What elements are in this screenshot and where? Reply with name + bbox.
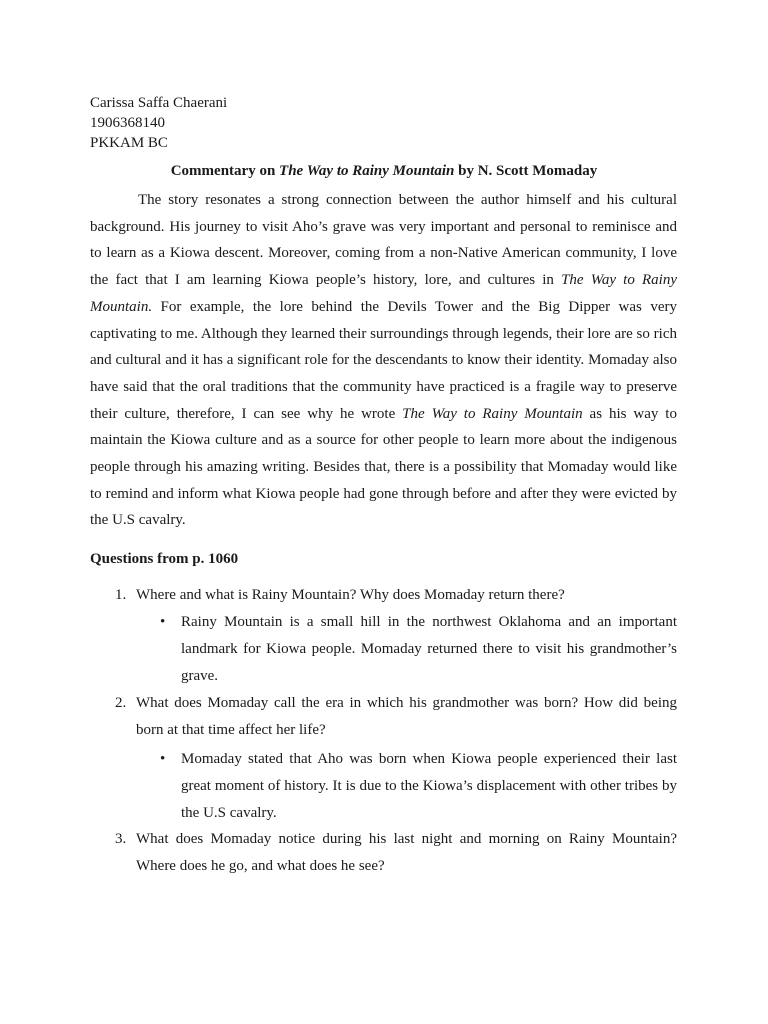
- author-header: [90, 93, 227, 153]
- bullet-icon: •: [160, 614, 166, 630]
- answer-text: Rainy Mountain is a small hill in the northwest Oklahoma and an important landmark for Kiowa people. Momaday returned there to visit his grandmother’s grave.: [181, 614, 677, 684]
- questions-heading: Questions from p. 1060: [90, 551, 239, 567]
- class-code: PKKAM BC: [90, 135, 168, 151]
- student-id: 1906368140: [90, 115, 165, 131]
- answer-text: Momaday stated that Aho was born when Kiowa people experienced their last great moment of history. It is due to the Kiowa’s displacement with other tribes by the U.S cavalry.: [181, 751, 677, 821]
- answer-item-1: [160, 609, 677, 690]
- question-number: 2.: [115, 695, 127, 711]
- question-number: 3.: [115, 831, 127, 847]
- book-title-ref-2: The Way to Rainy Mountain: [402, 405, 583, 422]
- answer-item-2: [160, 746, 677, 827]
- question-item-3: [115, 826, 677, 880]
- book-title-ref-1: The Way to Rainy Mountain.: [90, 272, 677, 315]
- paragraph-text-1: The story resonates a strong connection between the author himself and his cultural background. His journey to visit Aho’s grave was very important and personal to reminisce and to learn as a Kiowa descent. Moreover, coming from a non-Native American community, I love the fact that I am learning Kiowa people’s history, lore, and cultures in: [90, 192, 677, 289]
- title-suffix: by N. Scott Momaday: [454, 163, 598, 179]
- question-item-1: [115, 582, 677, 609]
- question-item-2: [115, 690, 677, 744]
- commentary-paragraph: [90, 187, 677, 534]
- question-text: What does Momaday notice during his last night and morning on Rainy Mountain? Where does he go, and what does he see?: [136, 831, 677, 874]
- title-prefix: Commentary on: [170, 163, 280, 179]
- question-text: What does Momaday call the era in which his grandmother was born? How did being born at that time affect her life?: [136, 695, 677, 738]
- author-name: Carissa Saffa Chaerani: [90, 95, 228, 111]
- paragraph-text-2: For example, the lore behind the Devils Tower and the Big Dipper was very captivating to me. Although they learned their surroundings through legends, their lore are so rich and cultural and it has a significant role for the descendants to know their identity. Momaday also have said that the oral traditions that the community have practiced is a fragile way to preserve their culture, therefore, I can see why he wrote: [90, 298, 677, 422]
- document-title: [0, 159, 768, 183]
- paragraph-text-3: as his way to maintain the Kiowa culture and as a source for other people to learn more about the indigenous people through his amazing writing. Besides that, there is a possibility that Momaday would like to remind and inform what Kiowa people had gone through before and after they were evicted by the U.S cavalry.: [90, 405, 677, 529]
- question-number: 1.: [115, 587, 127, 603]
- title-book: The Way to Rainy Mountain: [279, 163, 455, 179]
- question-text: Where and what is Rainy Mountain? Why does Momaday return there?: [136, 587, 565, 603]
- bullet-icon: •: [160, 751, 166, 767]
